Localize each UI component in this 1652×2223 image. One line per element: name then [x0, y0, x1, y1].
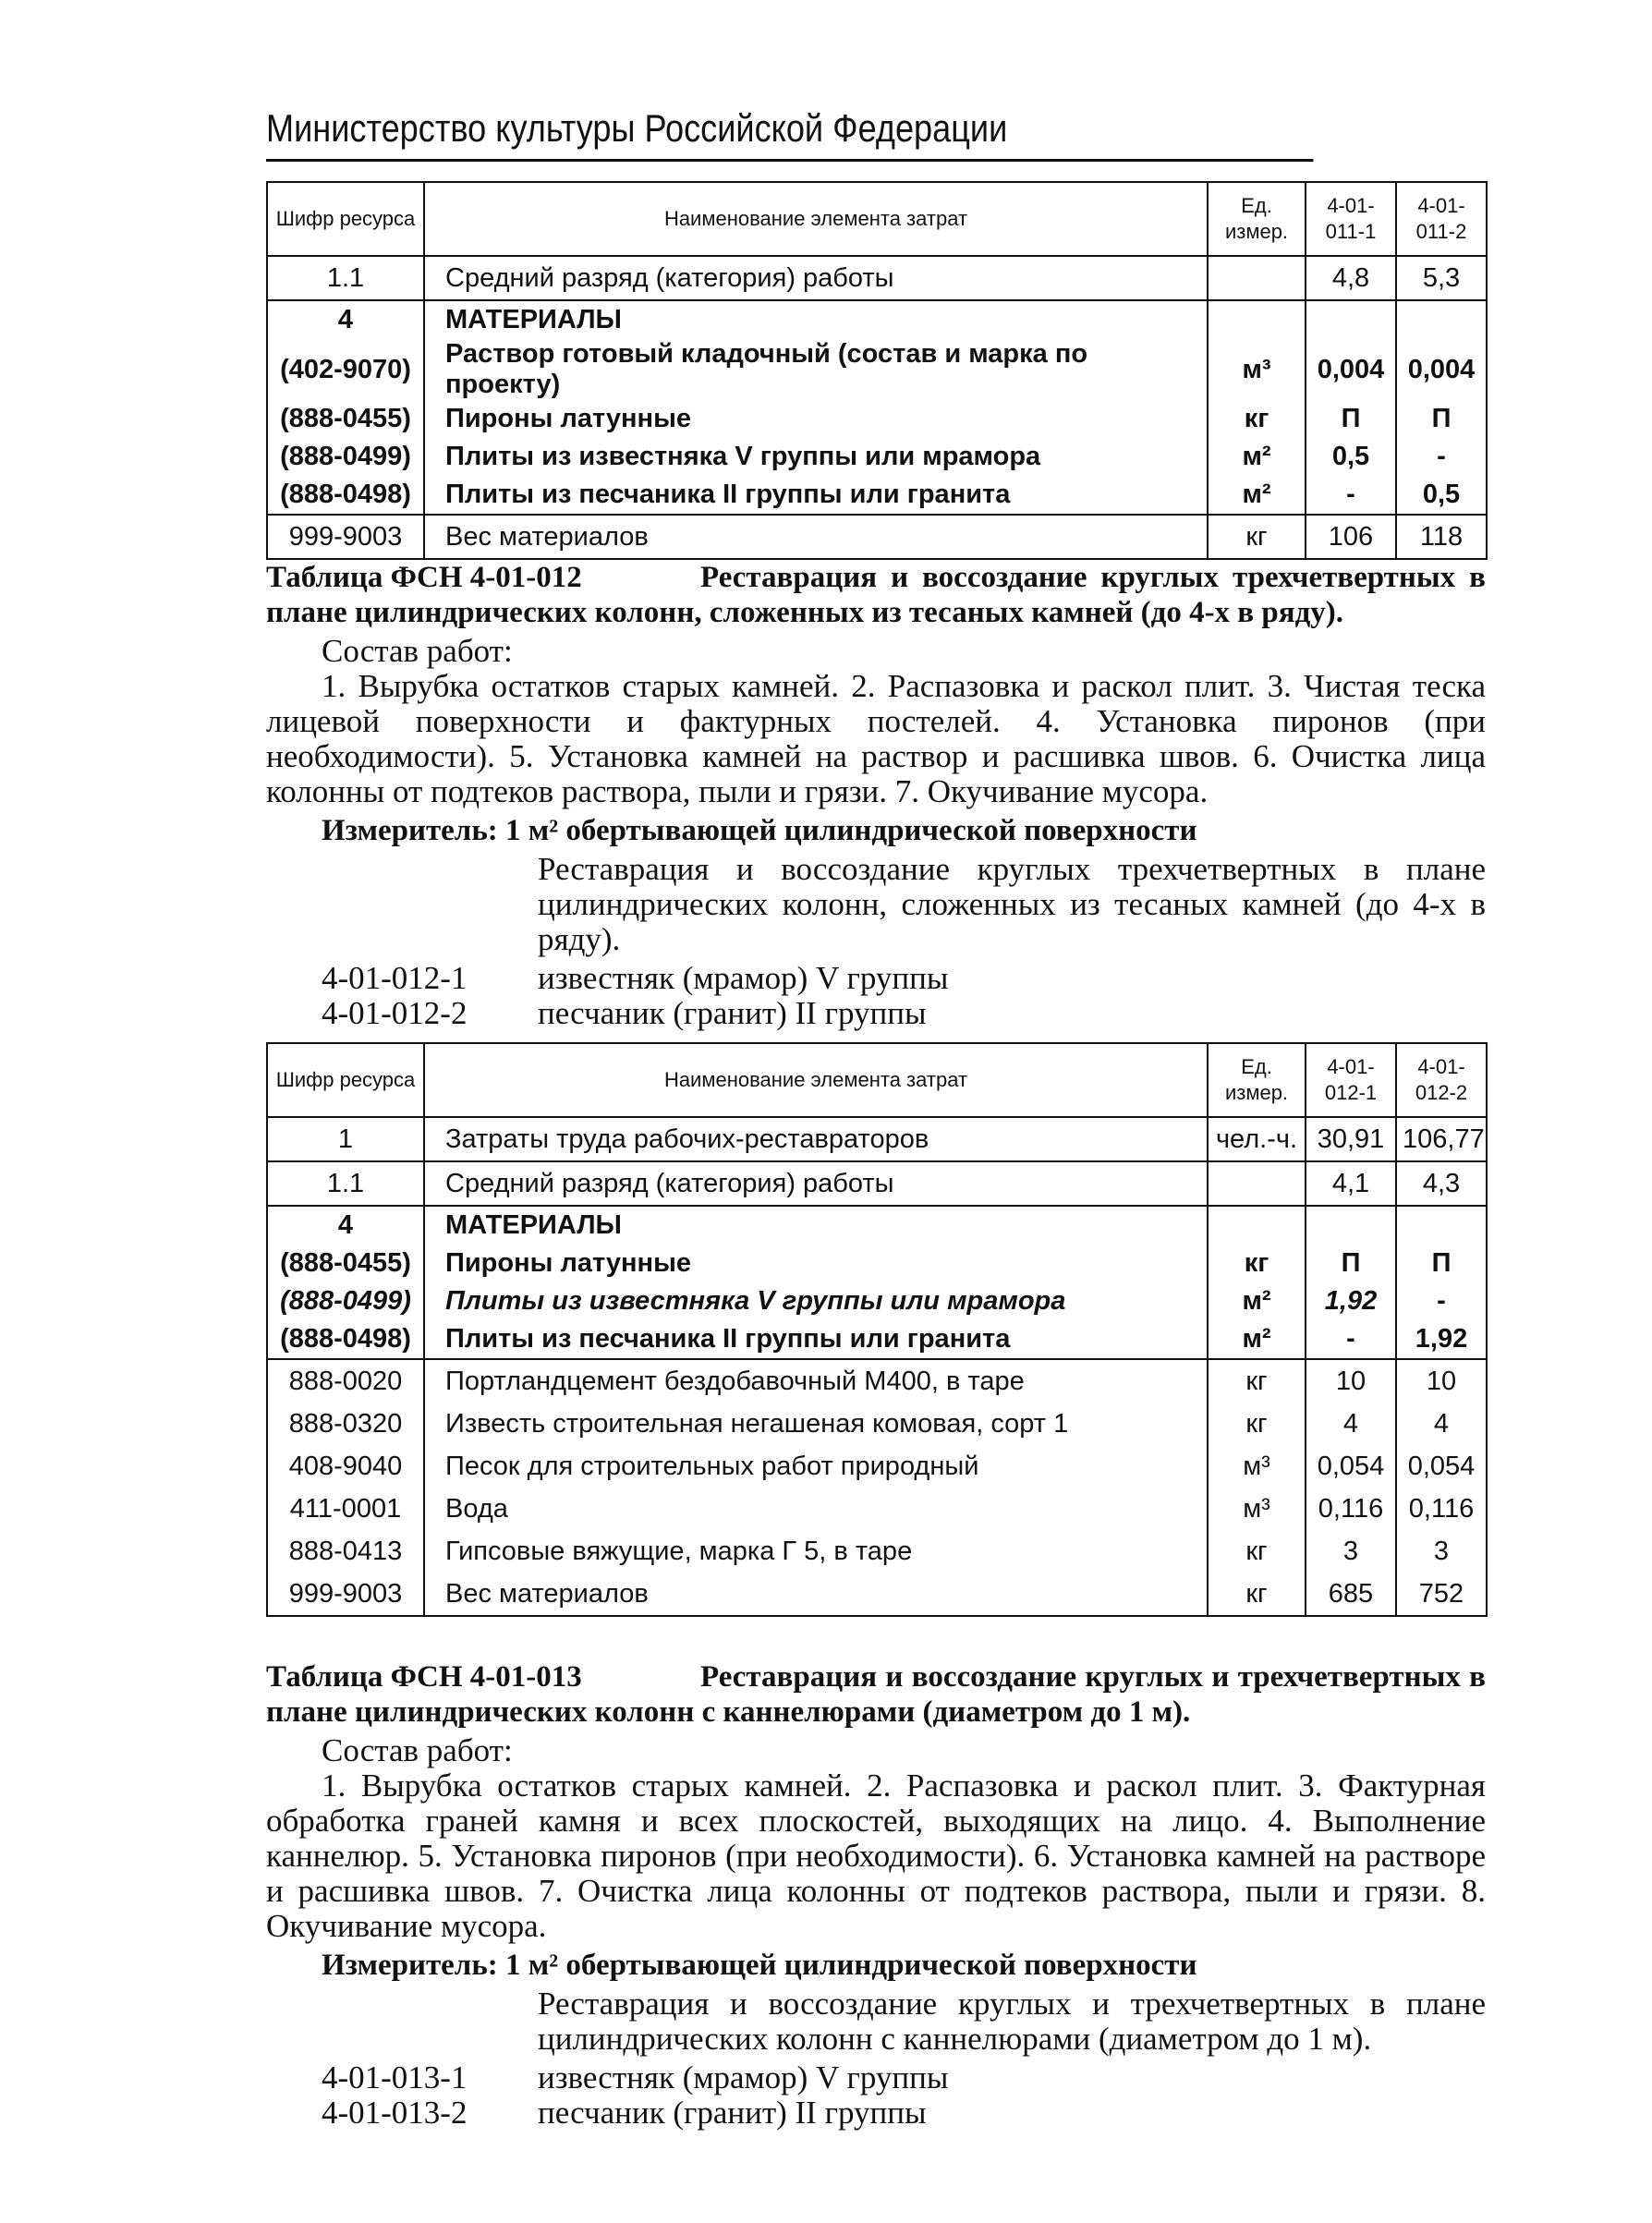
- cell-value-b: 4: [1396, 1403, 1487, 1445]
- page-header: Министерство культуры Российской Федерации: [266, 103, 1313, 162]
- meter-line: [322, 1948, 1196, 1983]
- cell-value-b: П: [1396, 400, 1487, 438]
- cell-name: Вес материалов: [424, 515, 1208, 559]
- cell-unit: [1208, 1161, 1306, 1206]
- cell-value-b: 10: [1396, 1359, 1487, 1403]
- cell-code: (888-0498): [267, 1320, 424, 1359]
- cell-unit: кг: [1208, 1573, 1306, 1616]
- table-row: [267, 1488, 1487, 1530]
- col-header-b: 4-01-011-2: [1396, 182, 1487, 256]
- cell-value-a: П: [1306, 400, 1396, 438]
- cell-code: 1: [267, 1117, 424, 1161]
- resource-table-4-01-012: [266, 1042, 1488, 1617]
- cell-value-a: [1306, 1206, 1396, 1245]
- cell-name: Портландцемент бездобавочный М400, в таре: [424, 1359, 1208, 1403]
- cell-value-b: 0,5: [1396, 476, 1487, 515]
- cell-value-b: 752: [1396, 1573, 1487, 1616]
- table-title: Реставрация и воссоздание круглых трехчетвертных в плане цилиндрических колонн, сложенных из тесаных камней (до 4-х в ряду).: [266, 561, 1486, 629]
- cell-name: Вес материалов: [424, 1573, 1208, 1616]
- table-row: [267, 300, 1487, 339]
- resource-table-4-01-011: [266, 181, 1488, 560]
- table-row: [267, 1320, 1487, 1359]
- cell-name: Пироны латунные: [424, 1245, 1208, 1282]
- cell-name: Плиты из известняка V группы или мрамора: [424, 1282, 1208, 1320]
- cell-code: (888-0455): [267, 400, 424, 438]
- cell-unit: кг: [1208, 1530, 1306, 1573]
- cell-code: (888-0499): [267, 438, 424, 476]
- table-caption-4-01-012: [266, 560, 1486, 630]
- col-header-b: 4-01-012-2: [1396, 1043, 1487, 1117]
- cell-value-b: 5,3: [1396, 256, 1487, 300]
- col-header-code: Шифр ресурса: [267, 1043, 424, 1117]
- cell-unit: м²: [1208, 1320, 1306, 1359]
- table-body: [267, 256, 1487, 559]
- norm-code-line: [322, 996, 926, 1031]
- col-header-unit: Ед. измер.: [1208, 1043, 1306, 1117]
- cell-value-b: 0,116: [1396, 1488, 1487, 1530]
- cell-value-b: [1396, 1206, 1487, 1245]
- norm-description: Реставрация и воссоздание круглых и трехчетвертных в плане цилиндрических колонн с каннелюрами (диаметром до 1 м).: [538, 1986, 1486, 2057]
- cell-value-b: 106,77: [1396, 1117, 1487, 1161]
- cell-code: 888-0020: [267, 1359, 424, 1403]
- col-header-name: Наименование элемента затрат: [424, 1043, 1208, 1117]
- cell-unit: [1208, 300, 1306, 339]
- table-row: [267, 1359, 1487, 1403]
- cell-value-b: -: [1396, 438, 1487, 476]
- cell-value-b: 0,004: [1396, 339, 1487, 400]
- table-row: [267, 1573, 1487, 1616]
- cell-unit: м³: [1208, 339, 1306, 400]
- norm-code-line: [322, 2095, 926, 2131]
- cell-unit: чел.-ч.: [1208, 1117, 1306, 1161]
- cell-code: 999-9003: [267, 1573, 424, 1616]
- cell-value-a: 0,004: [1306, 339, 1396, 400]
- cell-unit: кг: [1208, 1245, 1306, 1282]
- norm-code: 4-01-012-1: [322, 960, 468, 996]
- cell-value-b: П: [1396, 1245, 1487, 1282]
- cell-unit: м²: [1208, 438, 1306, 476]
- cell-unit: [1208, 256, 1306, 300]
- cell-value-a: -: [1306, 1320, 1396, 1359]
- table-row: [267, 339, 1487, 400]
- norm-code: 4-01-013-1: [322, 2059, 468, 2095]
- cell-value-a: 0,116: [1306, 1488, 1396, 1530]
- cell-value-a: 685: [1306, 1573, 1396, 1616]
- works-text: 1. Вырубка остатков старых камней. 2. Распазовка и раскол плит. 3. Чистая теска лицевой поверхности и фактурных постелей. 4. Установка пиронов (при необходимости). 5. Установка камней на раствор и расшивка швов. 6. Очистка лица колонны от подтеков раствора, пыли и грязи. 7. Окучивание мусора.: [266, 668, 1486, 809]
- cell-value-a: 3: [1306, 1530, 1396, 1573]
- cell-code: 999-9003: [267, 515, 424, 559]
- table-row: [267, 476, 1487, 515]
- cell-value-b: 4,3: [1396, 1161, 1487, 1206]
- cell-value-b: 0,054: [1396, 1445, 1487, 1488]
- cell-name: Вода: [424, 1488, 1208, 1530]
- meter-text: Измеритель: 1 м² обертывающей цилиндрической поверхности: [322, 1949, 1197, 1982]
- norm-code-line: [322, 2060, 948, 2095]
- cell-name: Затраты труда рабочих-реставраторов: [424, 1117, 1208, 1161]
- cell-value-a: 106: [1306, 515, 1396, 559]
- table-number: Таблица ФСН 4-01-013: [266, 1660, 582, 1694]
- norm-code-text: песчаник (гранит) II группы: [538, 2095, 927, 2131]
- cell-name: МАТЕРИАЛЫ: [424, 1206, 1208, 1245]
- cell-name: Известь строительная негашеная комовая, сорт 1: [424, 1403, 1208, 1445]
- table-number: Таблица ФСН 4-01-012: [266, 561, 582, 594]
- table-body: [267, 1117, 1487, 1616]
- norm-code-line: [322, 961, 948, 996]
- cell-value-a: 0,054: [1306, 1445, 1396, 1488]
- table-row: [267, 1117, 1487, 1161]
- cell-value-b: [1396, 300, 1487, 339]
- cell-name: Средний разряд (категория) работы: [424, 1161, 1208, 1206]
- works-label: Состав работ:: [322, 1732, 513, 1768]
- cell-code: 888-0413: [267, 1530, 424, 1573]
- table-row: [267, 400, 1487, 438]
- cell-unit: кг: [1208, 400, 1306, 438]
- cell-value-a: П: [1306, 1245, 1396, 1282]
- cell-unit: кг: [1208, 515, 1306, 559]
- table-row: [267, 1161, 1487, 1206]
- norm-description: Реставрация и воссоздание круглых трехчетвертных в плане цилиндрических колонн, сложенных из тесаных камней (до 4-х в ряду).: [538, 851, 1486, 957]
- table-caption-4-01-013: [266, 1659, 1486, 1730]
- norm-code: 4-01-012-2: [322, 995, 468, 1031]
- cell-unit: [1208, 1206, 1306, 1245]
- cell-value-a: -: [1306, 476, 1396, 515]
- table-title: Реставрация и воссоздание круглых и трехчетвертных в плане цилиндрических колонн с каннелюрами (диаметром до 1 м).: [266, 1660, 1486, 1729]
- cell-code: 1.1: [267, 256, 424, 300]
- cell-name: Раствор готовый кладочный (состав и марка по проекту): [424, 339, 1208, 400]
- cell-code: 408-9040: [267, 1445, 424, 1488]
- cell-name: Плиты из известняка V группы или мрамора: [424, 438, 1208, 476]
- table-row: [267, 256, 1487, 300]
- cell-code: (402-9070): [267, 339, 424, 400]
- table-row: [267, 1530, 1487, 1573]
- cell-code: 888-0320: [267, 1403, 424, 1445]
- cell-unit: м²: [1208, 476, 1306, 515]
- norm-code: 4-01-013-2: [322, 2095, 468, 2131]
- cell-name: Пироны латунные: [424, 400, 1208, 438]
- cell-value-a: 4: [1306, 1403, 1396, 1445]
- cell-unit: м³: [1208, 1488, 1306, 1530]
- cell-unit: м³: [1208, 1445, 1306, 1488]
- cell-value-b: 3: [1396, 1530, 1487, 1573]
- cell-name: Песок для строительных работ природный: [424, 1445, 1208, 1488]
- cell-code: (888-0499): [267, 1282, 424, 1320]
- meter-line: [322, 813, 1196, 848]
- meter-text: Измеритель: 1 м² обертывающей цилиндрической поверхности: [322, 814, 1197, 847]
- table-row: [267, 1403, 1487, 1445]
- col-header-a: 4-01-011-1: [1306, 182, 1396, 256]
- col-header-unit: Ед. измер.: [1208, 182, 1306, 256]
- table-row: [267, 1282, 1487, 1320]
- cell-value-a: [1306, 300, 1396, 339]
- norm-code-text: песчаник (гранит) II группы: [538, 995, 927, 1031]
- cell-name: Гипсовые вяжущие, марка Г 5, в таре: [424, 1530, 1208, 1573]
- col-header-name: Наименование элемента затрат: [424, 182, 1208, 256]
- cell-code: (888-0455): [267, 1245, 424, 1282]
- cell-unit: кг: [1208, 1403, 1306, 1445]
- cell-unit: м²: [1208, 1282, 1306, 1320]
- norm-code-text: известняк (мрамор) V группы: [538, 960, 949, 996]
- cell-value-a: 1,92: [1306, 1282, 1396, 1320]
- works-label: Состав работ:: [322, 633, 513, 669]
- cell-code: 4: [267, 300, 424, 339]
- table-row: [267, 438, 1487, 476]
- cell-name: МАТЕРИАЛЫ: [424, 300, 1208, 339]
- cell-value-b: -: [1396, 1282, 1487, 1320]
- works-text: 1. Вырубка остатков старых камней. 2. Распазовка и раскол плит. 3. Фактурная обработка граней камня и всех плоскостей, выходящих на лицо. 4. Выполнение каннелюр. 5. Установка пиронов (при необходимости). 6. Установка камней на растворе и расшивка швов. 7. Очистка лица колонны от подтеков раствора, пыли и грязи. 8. Окучивание мусора.: [266, 1767, 1486, 1944]
- cell-unit: кг: [1208, 1359, 1306, 1403]
- table-row: [267, 1206, 1487, 1245]
- cell-code: 4: [267, 1206, 424, 1245]
- cell-value-a: 30,91: [1306, 1117, 1396, 1161]
- cell-code: (888-0498): [267, 476, 424, 515]
- cell-value-a: 10: [1306, 1359, 1396, 1403]
- cell-value-a: 4,1: [1306, 1161, 1396, 1206]
- cell-value-b: 1,92: [1396, 1320, 1487, 1359]
- cell-value-b: 118: [1396, 515, 1487, 559]
- table-row: [267, 1445, 1487, 1488]
- cell-value-a: 0,5: [1306, 438, 1396, 476]
- cell-code: 411-0001: [267, 1488, 424, 1530]
- col-header-a: 4-01-012-1: [1306, 1043, 1396, 1117]
- cell-value-a: 4,8: [1306, 256, 1396, 300]
- cell-name: Плиты из песчаника II группы или гранита: [424, 476, 1208, 515]
- table-row: [267, 1245, 1487, 1282]
- col-header-code: Шифр ресурса: [267, 182, 424, 256]
- norm-code-text: известняк (мрамор) V группы: [538, 2059, 949, 2095]
- table-row: [267, 515, 1487, 559]
- cell-code: 1.1: [267, 1161, 424, 1206]
- cell-name: Средний разряд (категория) работы: [424, 256, 1208, 300]
- cell-name: Плиты из песчаника II группы или гранита: [424, 1320, 1208, 1359]
